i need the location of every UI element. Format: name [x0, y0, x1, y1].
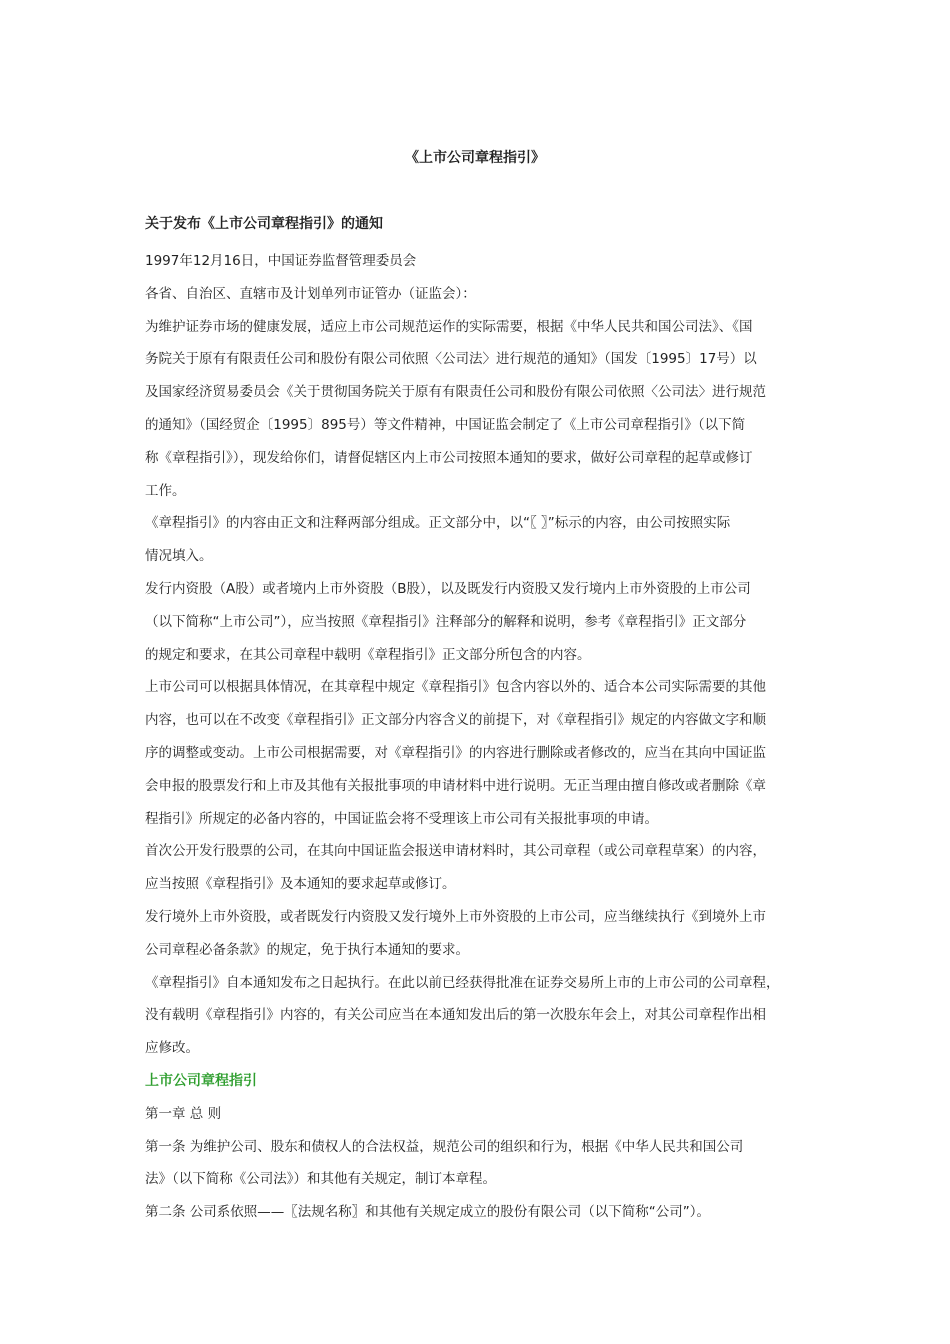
- document-body: [145, 212, 810, 1229]
- section-heading: 上市公司章程指引: [145, 1072, 257, 1089]
- date-issuer-line: 1997年12月16日，中国证券监督管理委员会: [145, 253, 417, 269]
- body-paragraph: 《章程指引》自本通知发布之日起执行。在此以前已经获得批准在证券交易所上市的上市公司的公司章程， 没有载明《章程指引》内容的，有关公司应当在本通知发出后的第一次股东年会上，对其公司章程作出相 应修改。: [145, 974, 780, 1057]
- body-paragraph: 发行内资股（A股）或者境内上市外资股（B股），以及既发行内资股又发行境内上市外资股的上市公司 （以下简称“上市公司”），应当按照《章程指引》注释部分的解释和说明，参考《章程指引》正文部分 的规定和要求，在其公司章程中载明《章程指引》正文部分所包含的内容。: [145, 580, 751, 663]
- chapter-heading: 第一章 总 则: [145, 1105, 222, 1122]
- document-title: 《上市公司章程指引》: [405, 150, 545, 166]
- body-paragraph: 发行境外上市外资股，或者既发行内资股又发行境外上市外资股的上市公司，应当继续执行《到境外上市 公司章程必备条款》的规定，免于执行本通知的要求。: [145, 908, 766, 958]
- body-paragraph: 为维护证券市场的健康发展，适应上市公司规范运作的实际需要，根据《中华人民共和国公司法》、《国 务院关于原有有限责任公司和股份有限公司依照〈公司法〉进行规范的通知》（国发〔1995〕17号）以 及国家经济贸易委员会《关于贯彻国务院关于原有有限责任公司和股份有限公司依照〈公司法〉进行规范 的通知》（国经贸企〔1995〕895号）等文件精神，中国证监会制定了《上市公司章程指引》（以下简 称《章程指引》），现发给你们，请督促辖区内上市公司按照本通知的要求，做好公司章程的起草或修订 工作。: [145, 318, 766, 499]
- body-paragraph: 《章程指引》的内容由正文和注释两部分组成。正文部分中，以“〖 〗”标示的内容，由公司按照实际 情况填入。: [145, 515, 731, 565]
- body-paragraph: 首次公开发行股票的公司，在其向中国证监会报送申请材料时，其公司章程（或公司章程草案）的内容， 应当按照《章程指引》及本通知的要求起草或修订。: [145, 843, 766, 893]
- notice-heading: 关于发布《上市公司章程指引》的通知: [145, 216, 383, 232]
- body-paragraph: 上市公司可以根据具体情况，在其章程中规定《章程指引》包含内容以外的、适合本公司实际需要的其他 内容，也可以在不改变《章程指引》正文部分内容含义的前提下，对《章程指引》规定的内容做文字和顺 序的调整或变动。上市公司根据需要，对《章程指引》的内容进行删除或者修改的，应当在其向中国证监 会申报的股票发行和上市及其他有关报批事项的申请材料中进行说明。无正当理由擅自修改或者删除《章 程指引》所规定的必备内容的，中国证监会将不受理该上市公司有关报批事项的申请。: [145, 679, 766, 827]
- addressee-line: 各省、自治区、直辖市及计划单列市证管办（证监会）：: [145, 285, 476, 302]
- article-paragraph: 第一条 为维护公司、股东和债权人的合法权益，规范公司的组织和行为，根据《中华人民共和国公司 法》（以下简称《公司法》）和其他有关规定，制订本章程。: [145, 1138, 744, 1188]
- article-paragraph: 第二条 公司系依照——〖法规名称〗和其他有关规定成立的股份有限公司（以下简称“公司”）。: [145, 1204, 711, 1221]
